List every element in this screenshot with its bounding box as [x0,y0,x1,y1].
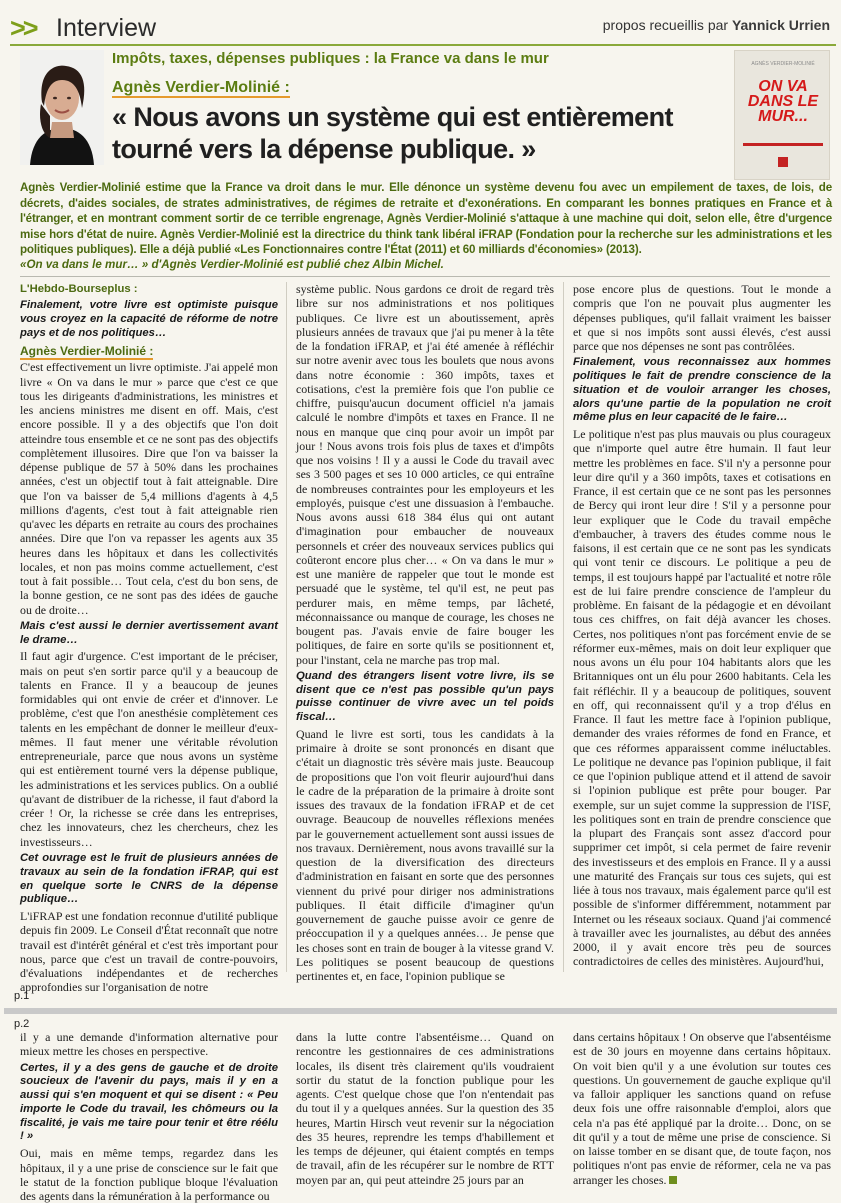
book-cover-bar [743,143,823,146]
question: Cet ouvrage est le fruit de plusieurs années de travaux au sein de la fondation iFRAP, qui est en quelque sorte le CNRS de la dépense publique… [20,851,278,906]
answer-paragraph: Le politique n'est pas plus mauvais ou plus courageux que n'importe quel autre être humain. Il faut leur mettre les problèmes en face. S'il n'y a personne pour leur dire qu'il y a 360 impôts, taxes et cotisations en France, il est certain que ce ne sont pas les personnes de Bercy qui iront leur dire ! S'il y a personne pour leur expliquer que le Code du travail empêche d'embaucher, à travers des études comme nous le faisons, il est certain que ce ne sont pas les syndicats qui vont tenir ce discours. Le politique a peu de temps, il est toujours happé par l'actualité et notre rôle est de lui faire prendre conscience de l'ampleur du problème. En faisant de la pédagogie et en dévoilant tous ces chiffres, on fait déjà avancer les choses. Certes, nos politiques n'ont pas forcément envie de se réformer eux-mêmes, mais on doit leur expliquer que nous avons un élu pour 104 habitants alors que les Britanniques ont un élu pour 2600 habitants. Cela les fait réfléchir. Il y a beaucoup de politiques, souvent en off, qui reconnaissent qu'il y a trop d'élus en France. Il faut les mettre face à l'opinion publique, demander des vraies réformes de fond en France, et que ces réformes apparaissent comme inéluctables. Le politique ne devance pas l'opinion publique, il fait ce que l'opinion publique attend et il attend de savoir si l'opinion publique est prête pour bouger. Par exemple, sur un sujet comme la suppression de l'ISF, les politiques sont en train de prendre conscience que la plupart des Français sont assez d'accord pour supprimer cet impôt, si cela permet de faire revenir des investisseurs et des emplois en France. Il y a aussi une maturité des Français sur tous ces sujets, qui est liée à tous nos travaux, mais également parce qu'il est possible de s'informer différemment, notamment par Internet ou les réseaux sociaux. Quand j'ai commencé à travailler avec les journalistes, au début des années 2000, il y avait encore très peu de sources contradictoires de celles des ministères. Aujourd'hui, [573,427,831,969]
answer-paragraph: Oui, mais en même temps, regardez dans les hôpitaux, il y a une prise de conscience sur le fait que le statut de la fonction publique bloque l'évaluation des agents dans la rémunération à la performance ou [20,1146,278,1203]
portrait-image [20,50,104,165]
answer-paragraph: Il faut agir d'urgence. C'est important de le préciser, mais on peut s'en sortir parce qu'il y a beaucoup de talents en France. Il y a beaucoup de jeunes formidables qui ont envie de créer et d'innover. Le problème, c'est que l'on anesthésie complètement ces talents en les empêchant de donner le meilleur d'eux-mêmes. Il faut mener une véritable révolution entrepreneuriale, parce que nous avons un système qui est entièrement tourné vers la dépense publique, les administrations et les services publics. On a oublié qu'avant de distribuer de la richesse, il faut d'abord la créer ! Or, la richesse se crée dans les entreprises, chez les innovateurs, chez les chercheurs, chez les investisseurs… [20,649,278,849]
page-label-2: p.2 [14,1018,30,1030]
author-portrait [20,50,104,165]
column-1 [20,1030,278,1203]
answer-paragraph: il y a une demande d'information alternative pour mieux mettre les choses en perspective. [20,1030,278,1059]
publisher-logo [778,157,788,167]
answer-paragraph: dans la lutte contre l'absentéisme… Quand on rencontre les gestionnaires de ces administrations locales, ils disent très clairement qu'ils voudraient sortir du statut de la fonction publique pour les agents. C'est quelque chose que l'on n'entendait pas du tout il y a quelques années. Sur la question des 35 heures, Martin Hirsch veut revenir sur la négociation des 35 heures, reprendre les temps d'habillement et les temps de déjeuner, qui étaient comptés en temps de travail, afin de les récupérer sur le nombre de RTT moyen par an, qui peut atteindre 25 jours par an [296,1030,554,1187]
answer-paragraph: C'est effectivement un livre optimiste. J'ai appelé mon livre « On va dans le mur » parce que c'est ce que tous les dirigeants d'administrations, les ministres et les anciens ministres me disent en off. Mais, c'est encore possible. Il y a des objectifs que l'on doit atteindre tous ensemble et ce ne sont pas des objectifs complètement illusoires. Dire que l'on va baisser la dépense publique de 57 à 50% dans les prochaines années, c'est un objectif tout à fait atteignable. Dire que l'on va baisser de 5,4 millions d'agents à 4,5 millions d'agents, c'est tout à fait atteignable rien qu'avec les départs en retraite au cours des prochaines années. Dire que l'on va repasser les agents aux 35 heures dans les hôpitaux et dans les collectivités locales, et non pas moins comme actuellement, c'est tout à fait possible… Tout cela, c'est du bon sens, de la bonne gestion, ce ne sont pas des idées de gauche ou de droite… [20,360,278,617]
page-separator [4,1008,837,1014]
credit-author: Yannick Urrien [731,17,830,33]
answer-text: dans certains hôpitaux ! On observe que l'absentéisme est de 30 jours en moyenne dans certains hôpitaux. On voit bien qu'il y a une évolution sur toutes ces questions. Un gouvernement de gauche explique qu'il va falloir appliquer les sanctions quand on refuse deux fois une offre raisonnable d'emploi, alors que cela n'a pas été appliqué par la droite… Donc, on se dit qu'il y a tout de même une prise de conscience. Si on laisse tomber en se disant que, de toute façon, nos politiques n'ont pas envie de réformer, cela ne va pas arranger les choses. [573,1030,831,1187]
end-of-article-mark [669,1176,677,1184]
question: Quand des étrangers lisent votre livre, ils se disent que ce n'est pas possible qu'un pays puisse continuer de vivre avec un tel poids fiscal… [296,669,554,724]
article-subtitle: Impôts, taxes, dépenses publiques : la France va dans le mur [112,50,549,67]
book-cover [734,50,830,180]
answer-paragraph: pose encore plus de questions. Tout le monde a compris que l'on ne pouvait plus augmenter les dépenses publiques, qu'il fallait vraiment les baisser et que si nos impôts sont aussi élevés, c'est aussi parce que nos dépenses ne sont pas contrôlées. [573,282,831,353]
column-3 [573,282,831,980]
section-arrows: >> [10,13,36,43]
headline-quote: « Nous avons un système qui est entièrement tourné vers la dépense publique. » [112,102,673,164]
answer-speaker: Agnès Verdier-Molinié : [20,344,154,359]
intro-divider [20,276,830,277]
column-2 [296,282,554,984]
answer-paragraph: Quand le livre est sorti, tous les candidats à la primaire à droite se sont prononcés en disant que c'était un diagnostic très sévère mais juste. Beaucoup de propositions que l'on voit fleurir aujourd'hui dans le cadre de la préparation de la primaire à droite sont issues des travaux de la fondation iFRAP et de cet ouvrage. Beaucoup de nouvelles réflexions menées par le gouvernement actuellement sont aussi issues de nos travaux. Dernièrement, nous avons travaillé sur la question de la diversification des directeurs d'administration en faisant en sorte que des personnes viennent du privé pour diriger nos administrations publiques. Il était difficile d'imaginer qu'un gouvernement de gauche puisse avoir ce genre de préoccupation il y a quelques années… Je pense que les choses sont en train de bouger à la vitesse grand V. Les politiques se posent beaucoup de questions pertinentes et, en face, l'opinion publique se [296,726,554,984]
article-body-page1 [20,282,832,995]
credit-prefix: propos recueillis par [602,17,729,33]
author-credit [603,17,830,33]
column-2 [296,1030,554,1198]
speaker-label: Agnès Verdier-Molinié : [112,79,290,96]
book-cover-author: AGNÈS VERDIER-MOLINIÉ [751,61,815,67]
answer-paragraph: L'iFRAP est une fondation reconnue d'utilité publique depuis fin 2009. Le Conseil d'État reconnaît que notre travail est d'intérêt général et c'est très important pour nous, parce que c'est un travail de contre-pouvoirs, d'évaluations indépendantes et de recherches approfondies sur l'organisation de notre [20,909,278,995]
answer-paragraph [573,1030,831,1187]
section-label: Interview [56,14,157,42]
column-3 [573,1030,831,1198]
book-cover-title: ON VA DANS LE MUR... [747,78,819,125]
question: Certes, il y a des gens de gauche et de droite soucieux de l'avenir du pays, mais il y en a aussi qui s'en moquent et qui se disent : « Peu importe le Code du travail, les chômeurs ou la fiscalité, je vais me taire pour tenir et être réélu ! » [20,1061,278,1143]
interviewer-label: L'Hebdo-Bourseplus : [20,283,138,295]
answer-paragraph: système public. Nous gardons ce droit de regard très libre sur nos administrations et nos politiques publiques. Ce livre est un aboutissement, après plusieurs années de travaux que j'ai pu mener à la tête de la fondation iFRAP, et j'ai été amenée à réfléchir sur notre avenir avec tous les boulets que nous avons dans notre économie : 360 impôts, taxes et cotisations, c'est la première fois que l'on publie ce chiffre, puisqu'aucun document officiel n'a jamais calculé le nombre d'impôts et taxes en France. Il ne nous en manque que cinq pour avoir un impôt par jour ! Nous avons trois fois plus de taxes et d'impôts que nos voisins ! Il y a aussi le Code du travail avec ses 3 500 pages et ses 10 000 articles, ce qui entraîne de nombreuses contraintes pour les employeurs et les employés, puisque c'est une dissuasion à l'embauche. Nous avons aussi 618 384 élus qui ont autant d'imagination pour embaucher de nouveaux personnels et créer des nouveaux services publics qui coûteront encore plus cher… « On va dans le mur » est une manière de rappeler que tout le monde est persuadé que le système, tel qu'il est, ne peut pas perdurer mais, en même temps, par lâcheté, méconnaissance ou manque de courage, les choses ne bougent pas. J'avais envie de faire bouger les politiques, de faire en sorte qu'ils se positionnent et, pour l'instant, cela ne marche pas trop mal. [296,282,554,667]
section-header [10,12,836,44]
header-rule [10,44,836,46]
intro-paragraph: Agnès Verdier-Molinié estime que la France va droit dans le mur. Elle dénonce un système devenu fou avec un empilement de taxes, de lois, de décrets, d'aides sociales, de strates administratives, de régimes de retraite et d'exonérations. En comparant les bonnes pratiques en France et à l'étranger, et en montrant comment sortir de ce terrible engrenage, Agnès Verdier-Molinié s'attaque à une machine qui doit, selon elle, être d'urgence mise hors d'état de nuire. Agnès Verdier-Molinié est la directrice du think tank libéral iFRAP (Fondation pour la recherche sur les administrations et les politiques publiques). Elle a déjà publié «Les Fonctionnaires contre l'État (2011) et 60 milliards d'économies» (2013). [20,181,832,256]
question: Finalement, votre livre est optimiste puisque vous croyez en la capacité de réforme de notre pays et de nos politiques… [20,299,278,339]
article-body-page2 [20,1030,832,1203]
book-publisher-note: «On va dans le mur… » d'Agnès Verdier-Molinié est publié chez Albin Michel. [20,258,444,271]
interviewee-name [112,79,290,97]
page-label-1: p.1 [14,990,30,1002]
column-1 [20,282,278,995]
question: Finalement, vous reconnaissez aux hommes politiques le fait de prendre conscience de la situation et de vouloir arranger les choses, alors qu'une partie de la population ne croit même plus en leur capacité de le faire… [573,356,831,424]
question: Mais c'est aussi le dernier avertissement avant le drame… [20,619,278,646]
